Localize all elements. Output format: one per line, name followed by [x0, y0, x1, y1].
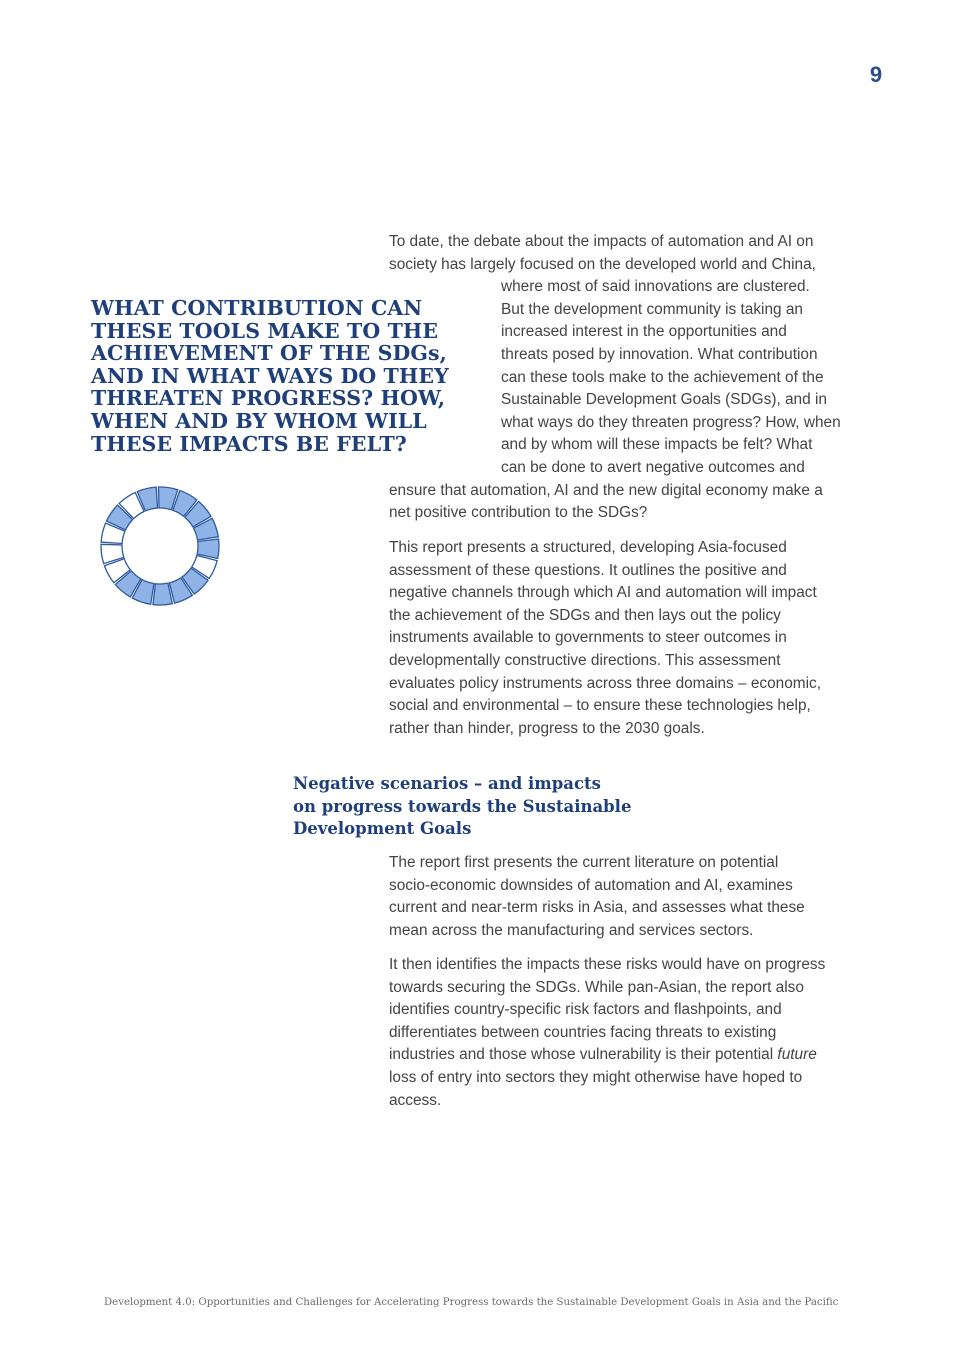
text-line: Sustainable Development Goals (SDGs), and in [501, 391, 827, 409]
text-line: society has largely focused on the developed world and China, [389, 255, 816, 273]
text-line: The report first presents the current literature on potential [389, 854, 779, 871]
page-number: 9 [869, 62, 883, 87]
callout-line: AND IN WHAT WAYS DO THEY [91, 363, 449, 388]
text-line: the achievement of the SDGs and then lays out the policy [389, 606, 781, 624]
text-line: differentiates between countries facing threats to existing [389, 1023, 777, 1041]
subheading-line: Negative scenarios – and impacts [293, 774, 601, 793]
text-line: instruments available to governments to steer outcomes in [389, 629, 787, 647]
callout-line: THESE IMPACTS BE FELT? [91, 431, 407, 456]
text-line: evaluates policy instruments across three domains – economic, [389, 674, 821, 692]
text-line: social and environmental – to ensure these technologies help, [389, 697, 811, 715]
assessment-paragraph [389, 537, 867, 740]
intro-paragraph [389, 231, 867, 525]
text-line: can be done to avert negative outcomes and [501, 458, 805, 476]
section-subheading [293, 773, 673, 841]
sdg-wheel-segment [197, 539, 219, 558]
text-line: socio-economic downsides of automation and AI, examines [389, 876, 793, 894]
text-line: mean across the manufacturing and services sectors. [389, 921, 754, 939]
text-line: developmentally constructive directions. This assessment [389, 651, 781, 669]
callout-line: WHEN AND BY WHOM WILL [91, 408, 427, 433]
page-footer: Development 4.0: Opportunities and Challenges for Accelerating Progress towards the Sustainable Development Goals in Asia and the Pacific [104, 1297, 839, 1308]
callout-line: THREATEN PROGRESS? HOW, [91, 386, 446, 411]
literature-paragraph [389, 852, 867, 942]
subheading-line: Development Goals [293, 819, 472, 839]
text-line: But the development community is taking an [501, 300, 803, 318]
text-line: It then identifies the impacts these risks would have on progress [389, 956, 826, 973]
text-line: industries and those whose vulnerability is their potential [389, 1046, 774, 1064]
text-line: loss of entry into sectors they might otherwise have hoped to [389, 1068, 803, 1086]
text-line: This report presents a structured, developing Asia-focused [389, 539, 787, 556]
callout-line: WHAT CONTRIBUTION CAN [91, 296, 423, 320]
subheading-line: on progress towards the Sustainable [293, 796, 632, 816]
impacts-paragraph [389, 954, 867, 1112]
text-line: ensure that automation, AI and the new digital economy make a [389, 481, 823, 499]
text-line: negative channels through which AI and automation will impact [389, 584, 817, 602]
callout-line: ACHIEVEMENT OF THE SDGs, [91, 341, 447, 366]
callout-line: THESE TOOLS MAKE TO THE [91, 318, 439, 343]
text-line: identifies country-specific risk factors and flashpoints, and [389, 1001, 782, 1019]
text-line: can these tools make to the achievement of the [501, 368, 824, 386]
text-line: rather than hinder, progress to the 2030 goals. [389, 719, 705, 737]
text-line: increased interest in the opportunities and [501, 323, 787, 341]
text-line: net positive contribution to the SDGs? [389, 504, 648, 522]
text-line: where most of said innovations are clustered. [501, 278, 810, 296]
sdg-wheel-segment [153, 583, 172, 605]
text-line: what ways do they threaten progress? How, when [501, 413, 841, 431]
italic-word: future [777, 1046, 817, 1064]
text-line: threats posed by innovation. What contribution [501, 345, 818, 363]
text-line: access. [389, 1091, 442, 1109]
text-line: towards securing the SDGs. While pan-Asian, the report also [389, 978, 804, 996]
text-line: current and near-term risks in Asia, and assesses what these [389, 899, 805, 917]
text-line: and by whom will these impacts be felt? What [501, 436, 813, 454]
text-line: To date, the debate about the impacts of automation and AI on [389, 233, 814, 250]
text-line: assessment of these questions. It outlines the positive and [389, 561, 787, 579]
sdg-wheel-icon [99, 485, 221, 607]
